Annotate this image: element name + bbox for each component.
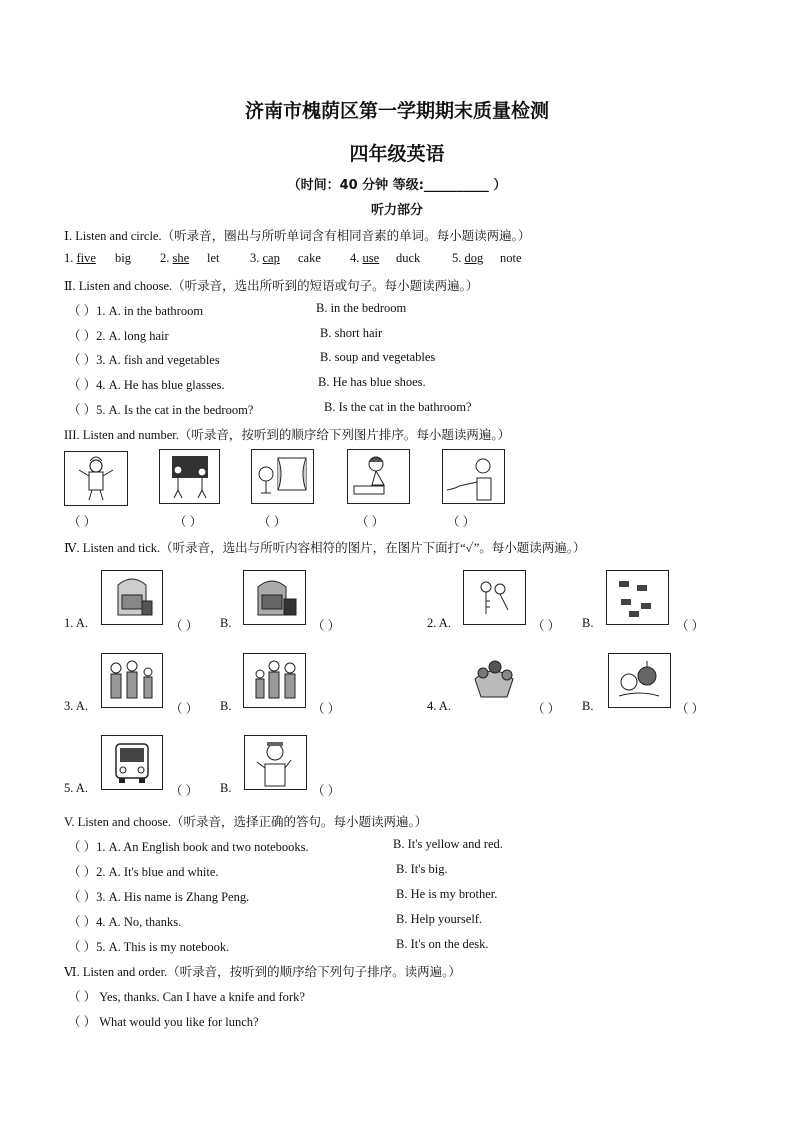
s4-paren-1b: （ ） — [312, 619, 341, 633]
s4-label-4a: 4. A. — [427, 699, 451, 713]
candy-picture — [606, 570, 669, 625]
s4-paren-2b: （ ） — [676, 619, 705, 633]
boy-pointing-picture — [442, 449, 505, 504]
s4-paren-3a: （ ） — [170, 702, 199, 716]
family-picture-2 — [243, 653, 306, 708]
s2-q3-b: B. soup and vegetables — [320, 350, 436, 364]
exam-subtitle: 四年级英语 — [349, 143, 445, 165]
part-heading: 听力部分 — [370, 203, 423, 218]
s5-q5-b: B. It's on the desk. — [396, 937, 489, 951]
s2-q2-b: B. short hair — [320, 326, 383, 340]
exam-info: （时间：40 分钟 等级:__________ ） — [287, 178, 507, 193]
s4-paren-1a: （ ） — [170, 619, 199, 633]
s1-item-5: 5. dog — [452, 251, 484, 265]
s4-label-3a: 3. A. — [64, 699, 88, 713]
s4-label-5b: B. — [220, 781, 232, 795]
s2-q3: （ ）3. A. fish and vegetables — [68, 353, 220, 367]
section-3-heading: III. Listen and number.（听录音，按听到的顺序给下列图片排序。每小题读两遍。） — [64, 428, 511, 442]
s4-label-5a: 5. A. — [64, 781, 88, 795]
schoolbag-picture-2 — [243, 570, 306, 625]
s3-paren-2: （ ） — [174, 515, 203, 529]
schoolbag-picture-1 — [101, 570, 163, 625]
s3-paren-4: （ ） — [356, 515, 385, 529]
s6-item-2: （ ） What would you like for lunch? — [68, 1015, 259, 1029]
s4-label-3b: B. — [220, 699, 232, 713]
chef-picture — [64, 451, 128, 506]
s4-paren-5a: （ ） — [170, 784, 199, 798]
s5-q5: （ ）5. A. This is my notebook. — [68, 940, 230, 954]
s2-q4-b: B. He has blue shoes. — [318, 375, 426, 389]
s4-paren-3b: （ ） — [312, 702, 341, 716]
s2-q5: （ ）5. A. Is the cat in the bedroom? — [68, 403, 254, 417]
s5-q2-b: B. It's big. — [396, 862, 448, 876]
fan-curtain-picture — [251, 449, 314, 504]
exam-title: 济南市槐荫区第一学期期末质量检测 — [244, 100, 549, 122]
reading-girl-picture — [347, 449, 410, 504]
s4-paren-4a: （ ） — [532, 702, 561, 716]
s6-item-1: （ ） Yes, thanks. Can I have a knife and fork? — [68, 990, 305, 1004]
bus-picture — [101, 735, 163, 790]
s5-q3: （ ）3. A. His name is Zhang Peng. — [68, 890, 250, 904]
vegetables-picture — [608, 653, 671, 708]
fruit-basket-picture — [463, 653, 524, 706]
s5-q2: （ ）2. A. It's blue and white. — [68, 865, 219, 879]
s2-q2: （ ）2. A. long hair — [68, 329, 169, 343]
s2-q4: （ ）4. A. He has blue glasses. — [68, 378, 225, 392]
s4-label-1b: B. — [220, 616, 232, 630]
s4-label-2a: 2. A. — [427, 616, 451, 630]
s4-paren-2a: （ ） — [532, 619, 561, 633]
section-2-heading: Ⅱ. Listen and choose.（听录音，选出所听到的短语或句子。每小题读两遍。） — [64, 279, 479, 293]
s3-paren-5: （ ） — [447, 515, 476, 529]
s1-item-1 — [64, 251, 96, 266]
section-4-heading: Ⅳ. Listen and tick.（听录音，选出与所听内容相符的图片，在图片下面打“✓”。每小题读两遍。） — [64, 541, 586, 555]
s1-item-2-b: let — [207, 251, 220, 265]
keys-picture — [463, 570, 526, 625]
s4-paren-4b: （ ） — [676, 702, 705, 716]
s1-item-4: 4. use — [350, 251, 380, 265]
s1-item-5-b: note — [500, 251, 522, 265]
s1-item-1-b: big — [115, 251, 131, 265]
s4-label-4b: B. — [582, 699, 594, 713]
s1-item-2: 2. she — [160, 251, 190, 265]
s4-label-2b: B. — [582, 616, 594, 630]
s5-q4: （ ）4. A. No, thanks. — [68, 915, 182, 929]
s5-q4-b: B. Help yourself. — [396, 912, 483, 926]
s5-q3-b: B. He is my brother. — [396, 887, 498, 901]
section-6-heading: Ⅵ. Listen and order.（听录音，按听到的顺序给下列句子排序。读两遍。） — [64, 965, 461, 979]
classroom-picture — [159, 449, 220, 504]
item-number: 1. — [64, 251, 74, 265]
s1-item-3: 3. cap — [250, 251, 280, 265]
section-1-heading: Ⅰ. Listen and circle.（听录音，圈出与所听单词含有相同音素的单词。每小题读两遍。） — [64, 229, 531, 243]
s5-q1-b: B. It's yellow and red. — [393, 837, 503, 851]
s4-paren-5b: （ ） — [312, 784, 341, 798]
word-a: five — [76, 251, 96, 265]
s1-item-3-b: cake — [298, 251, 321, 265]
s3-paren-3: （ ） — [258, 515, 287, 529]
s2-q5-b: B. Is the cat in the bathroom? — [324, 400, 472, 414]
s5-q1: （ ）1. A. An English book and two notebooks. — [68, 840, 309, 854]
s1-item-4-b: duck — [396, 251, 421, 265]
s3-paren-1: （ ） — [68, 515, 97, 529]
family-picture-1 — [101, 653, 163, 708]
section-5-heading: V. Listen and choose.（听录音，选择正确的答句。每小题读两遍。） — [64, 815, 428, 829]
s2-q1-b: B. in the bedroom — [316, 301, 407, 315]
s4-label-1a: 1. A. — [64, 616, 88, 630]
s2-q1: （ ）1. A. in the bathroom — [68, 304, 204, 318]
doctor-picture — [244, 735, 307, 790]
